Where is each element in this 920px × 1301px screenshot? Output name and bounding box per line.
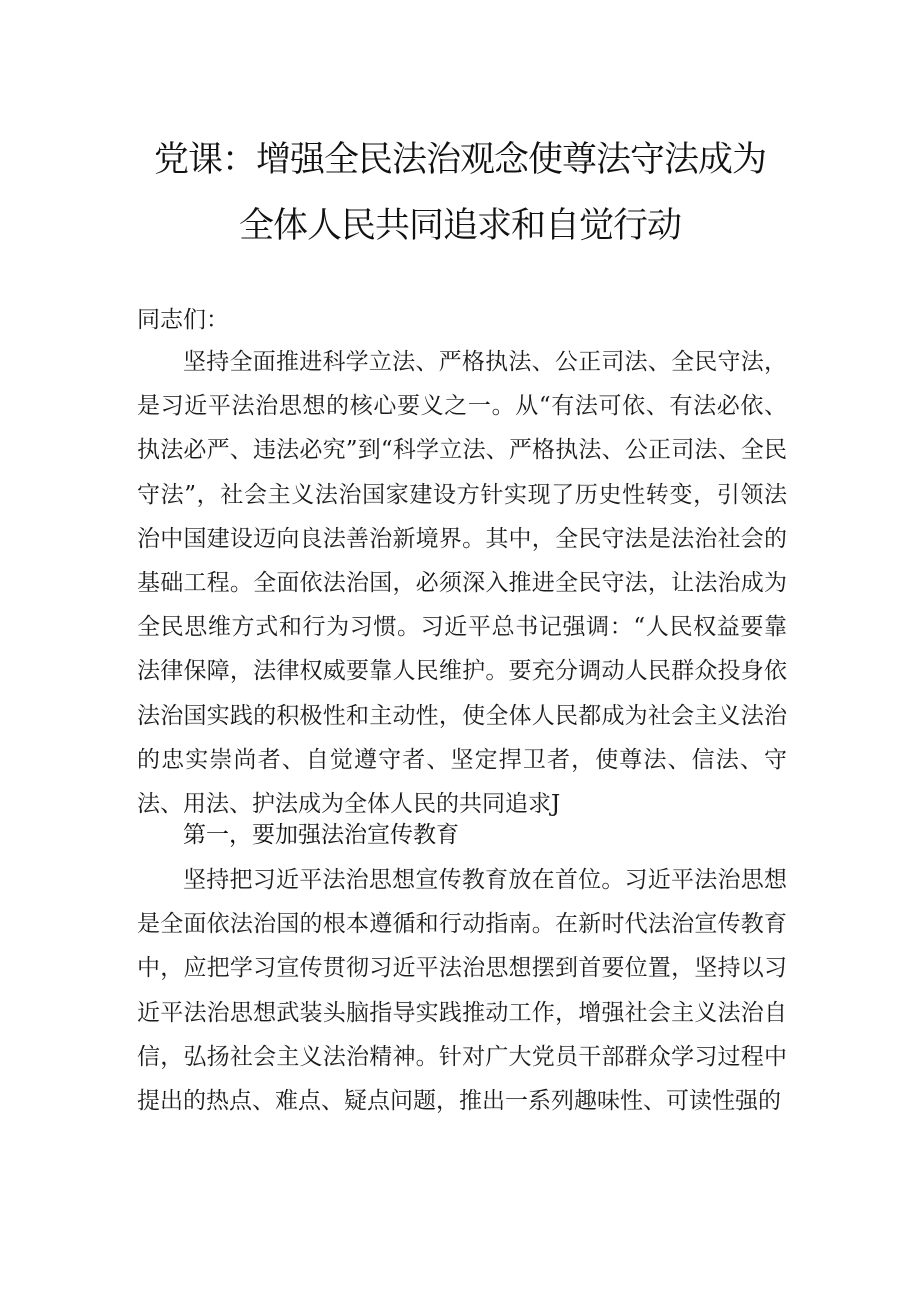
body-paragraph-1: 坚持全面推进科学立法、严格执法、公正司法、全民守法，是习近平法治思想的核心要义之一。从“有法可依、有法必依、执法必严、违法必究”到“科学立法、严格执法、公正司法、全民守法”，社会主义法治国家建设方针实现了历史性转变，引领法治中国建设迈向良法善治新境界。其中，全民守法是法治社会的基础工程。全面依法治国，必须深入推进全民守法，让法治成为全民思维方式和行为习惯。习近平总书记强调：“人民权益要靠法律保障，法律权威要靠人民维护。要充分调动人民群众投身依法治国实践的积极性和主动性，使全体人民都成为社会主义法治的忠实崇尚者、自觉遵守者、坚定捍卫者，使尊法、信法、守法、用法、护法成为全体人民的共同追求J	[137, 349, 787, 818]
document-title-line-2: 全体人民共同追求和自觉行动	[238, 206, 681, 246]
document-title-line-1: 党课：增强全民法治观念使尊法守法成为	[153, 140, 766, 180]
body-paragraph-2: 坚持把习近平法治思想宣传教育放在首位。习近平法治思想是全面依法治国的根本遵循和行动指南。在新时代法治宣传教育中，应把学习宣传贯彻习近平法治思想摆到首要位置，坚持以习近平法治思想武装头脑指导实践推动工作，增强社会主义法治自信，弘扬社会主义法治精神。针对广大党员干部群众学习过程中提出的热点、难点、疑点问题，推出一系列趣味性、可读性强的	[137, 867, 787, 1115]
salutation: 同志们：	[137, 307, 229, 333]
section-heading-1: 第一，要加强法治宣传教育	[183, 822, 459, 848]
